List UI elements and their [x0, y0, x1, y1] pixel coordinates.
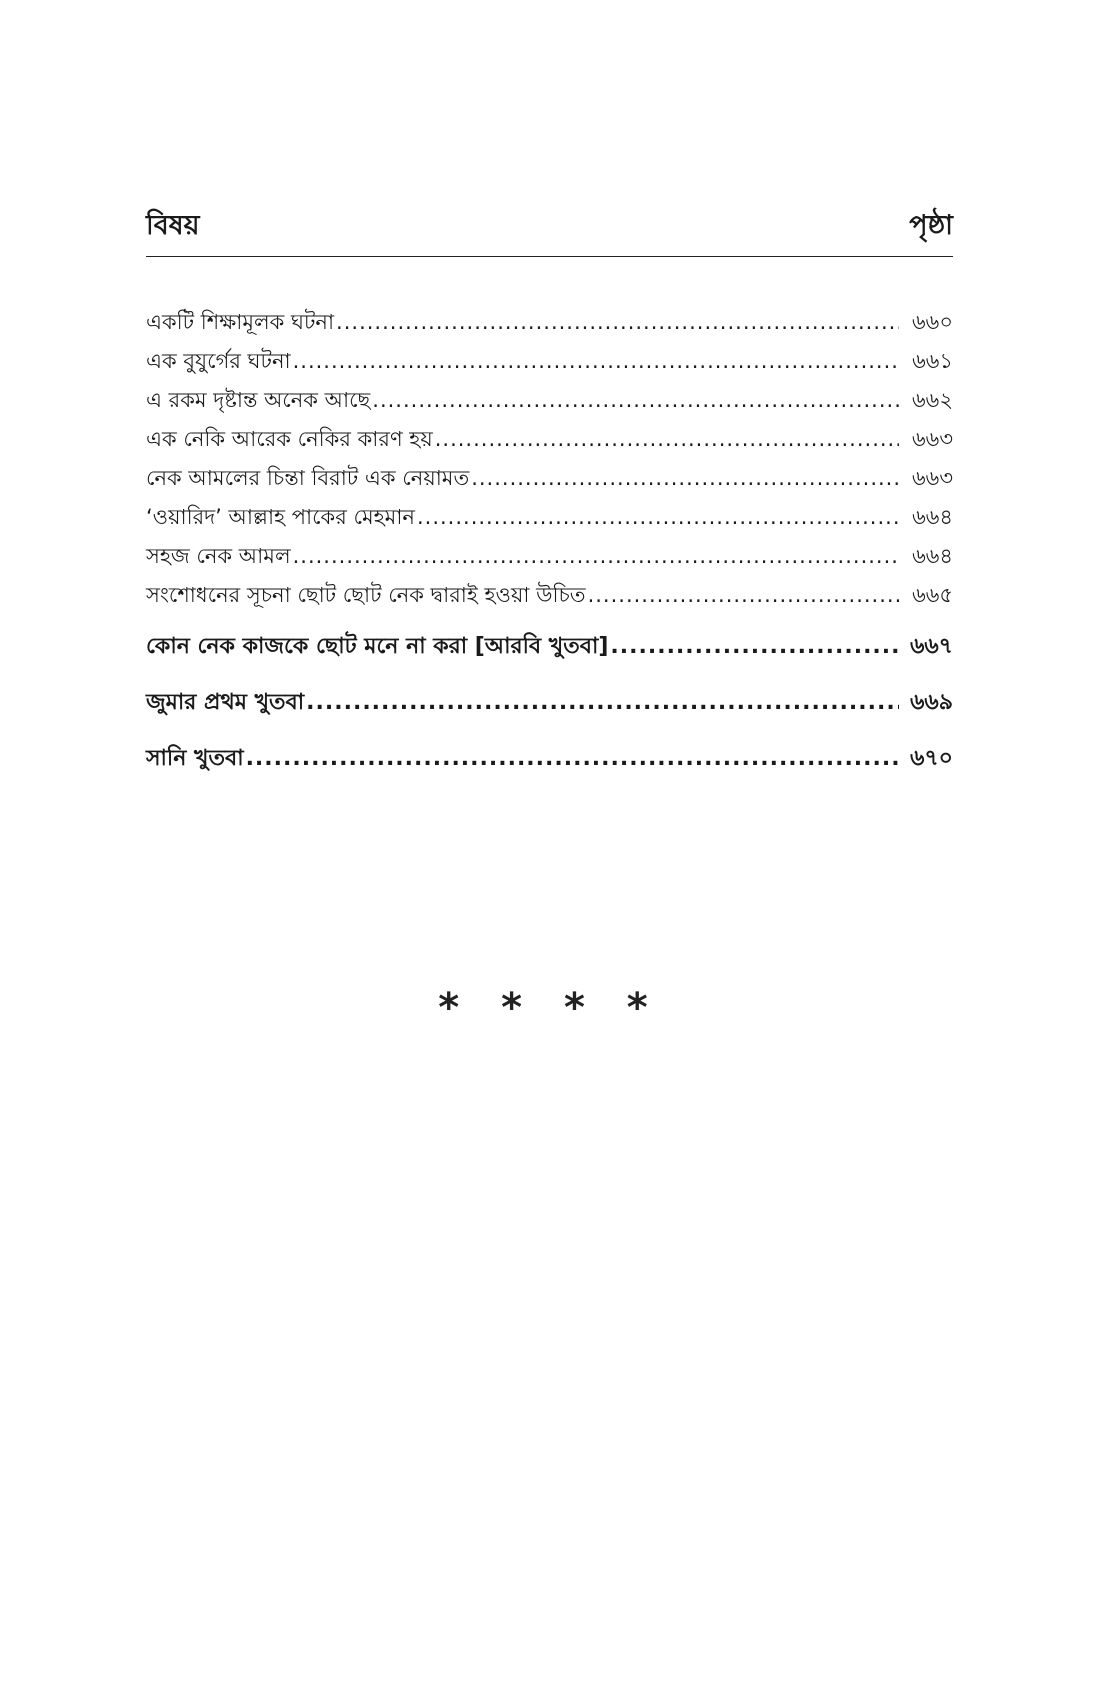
toc-entry-page: ৬৬৫: [912, 583, 953, 607]
toc-entry-title: ‘ওয়ারিদ’ আল্লাহ পাকের মেহমান: [146, 505, 415, 529]
dot-leader: [306, 675, 899, 731]
toc-entry: [146, 342, 953, 381]
toc-entry: [146, 420, 953, 459]
toc-entry-page: ৬৬১: [912, 349, 953, 373]
toc-chapter-entry: [146, 675, 953, 731]
toc-entry: [146, 537, 953, 576]
toc-entry-title: নেক আমলের চিন্তা বিরাট এক নেয়ামত: [146, 466, 470, 490]
toc-entry-page: ৬৬৭: [910, 634, 953, 659]
toc-entry: [146, 459, 953, 498]
toc-entry-page: ৬৬০: [912, 310, 953, 334]
toc-entry: [146, 576, 953, 615]
toc-entry: [146, 381, 953, 420]
page-heading: পৃষ্ঠা: [909, 210, 953, 241]
toc-entry-title: এ রকম দৃষ্টান্ত অনেক আছে: [146, 388, 371, 412]
dot-leader: [372, 381, 899, 420]
toc-entry-title: সহজ নেক আমল: [146, 544, 291, 568]
toc-entry: [146, 498, 953, 537]
toc-list: [146, 303, 953, 787]
toc-entry-page: ৬৭০: [910, 746, 953, 771]
toc-entry-page: ৬৬২: [912, 388, 953, 412]
toc-entry: [146, 303, 953, 342]
toc-header: [146, 210, 953, 257]
dot-leader: [471, 459, 899, 498]
toc-entry-title: কোন নেক কাজকে ছোট মনে না করা [আরবি খুতবা]: [146, 634, 609, 659]
dot-leader: [610, 619, 899, 675]
toc-entry-page: ৬৬৩: [912, 427, 953, 451]
dot-leader: [435, 420, 899, 459]
asterism-ornament: * * * *: [438, 985, 662, 1031]
toc-entry-page: ৬৬৪: [912, 544, 953, 568]
dot-leader: [417, 498, 899, 537]
toc-entry-title: জুমার প্রথম খুতবা: [146, 690, 305, 715]
toc-chapter-entry: [146, 731, 953, 787]
dot-leader: [293, 537, 899, 576]
dot-leader: [588, 576, 899, 615]
toc-entry-page: ৬৬৩: [912, 466, 953, 490]
toc-entry-page: ৬৬৯: [910, 690, 953, 715]
toc-chapter-entry: [146, 619, 953, 675]
dot-leader: [293, 342, 899, 381]
dot-leader: [336, 303, 899, 342]
subject-heading: বিষয়: [146, 210, 200, 241]
toc-entry-title: একটি শিক্ষামূলক ঘটনা: [146, 310, 335, 334]
toc-entry-title: সংশোধনের সূচনা ছোট ছোট নেক দ্বারাই হওয়া উচিত: [146, 583, 586, 607]
toc-entry-title: এক নেকি আরেক নেকির কারণ হয়: [146, 427, 433, 451]
toc-entry-title: এক বুযুর্গের ঘটনা: [146, 349, 291, 373]
dot-leader: [246, 731, 899, 787]
toc-entry-page: ৬৬৪: [912, 505, 953, 529]
toc-entry-title: সানি খুতবা: [146, 746, 244, 771]
